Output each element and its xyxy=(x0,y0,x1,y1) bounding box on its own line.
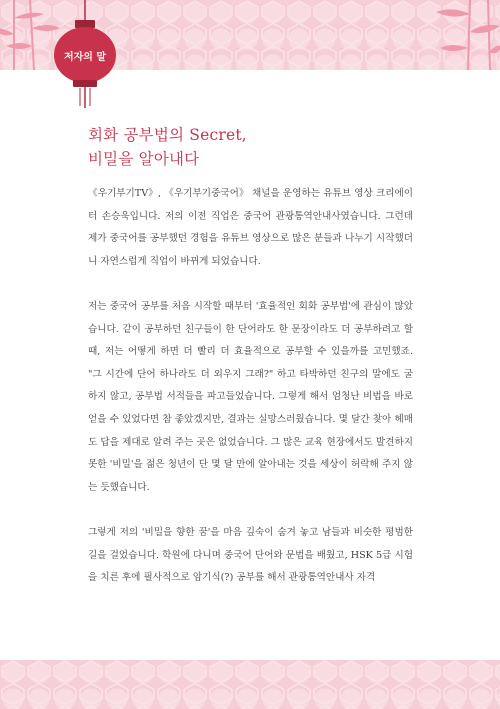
paragraph: 《우기부기TV》, 《우기부기중국어》 채널을 운영하는 유튜브 영상 크리에이터 손승욱입니다. 저의 이전 직업은 중국어 관광통역안내사였습니다. 그런데 제가 중국어를 공부했던 경험을 유튜브 영상으로 많은 분들과 나누기 시작했더니 자연스럽게 직업이 바뀌게 되었습니다. xyxy=(88,188,413,267)
section-tag-label: 저자의 말 xyxy=(63,52,107,63)
page-title xyxy=(88,123,428,171)
title-line-2: 비밀을 알아내다 xyxy=(88,150,200,168)
bamboo-right-decoration xyxy=(422,0,500,70)
footer-pattern-band xyxy=(0,660,500,709)
paragraph: 그렇게 저의 '비밀을 향한 꿈'을 마음 깊숙이 숨겨 놓고 남들과 비슷한 평범한 길을 걸었습니다. 학원에 다니며 중국어 단어와 문법을 배웠고, HSK 5급 시험을 치른 후에 필사적으로 암기식(?) 공부를 해서 관광통역안내사 자격 xyxy=(88,526,413,584)
title-line-1: 회화 공부법의 Secret, xyxy=(88,126,247,144)
paragraph: 저는 중국어 공부를 처음 시작할 때부터 '효율적인 회화 공부법'에 관심이 많았습니다. 같이 공부하던 친구들이 한 단어라도 한 문장이라도 더 공부하려고 할 때, 저는 어떻게 하면 더 빨리 더 효율적으로 공부할 수 있을까를 고민했죠. "그 시간에 단어 하나라도 더 외우지 그래?" 하고 타박하던 친구의 말에도 굴하지 않고, 공부법 서적들을 파고들었습니다. 그렇게 해서 엄청난 비법을 바로 얻을 수 있었다면 참 좋았겠지만, 결과는 실망스러웠습니다. 몇 달간 찾아 헤매도 답을 제대로 알려 주는 곳은 없었습니다. 그 많은 교육 현장에서도 발견하지 못한 '비밀'을 젊은 청년이 단 몇 달 만에 알아내는 것을 세상이 허락해 주지 않는 듯했습니다. xyxy=(88,300,413,493)
hexagon-pattern xyxy=(0,660,500,709)
body-text xyxy=(88,183,413,612)
